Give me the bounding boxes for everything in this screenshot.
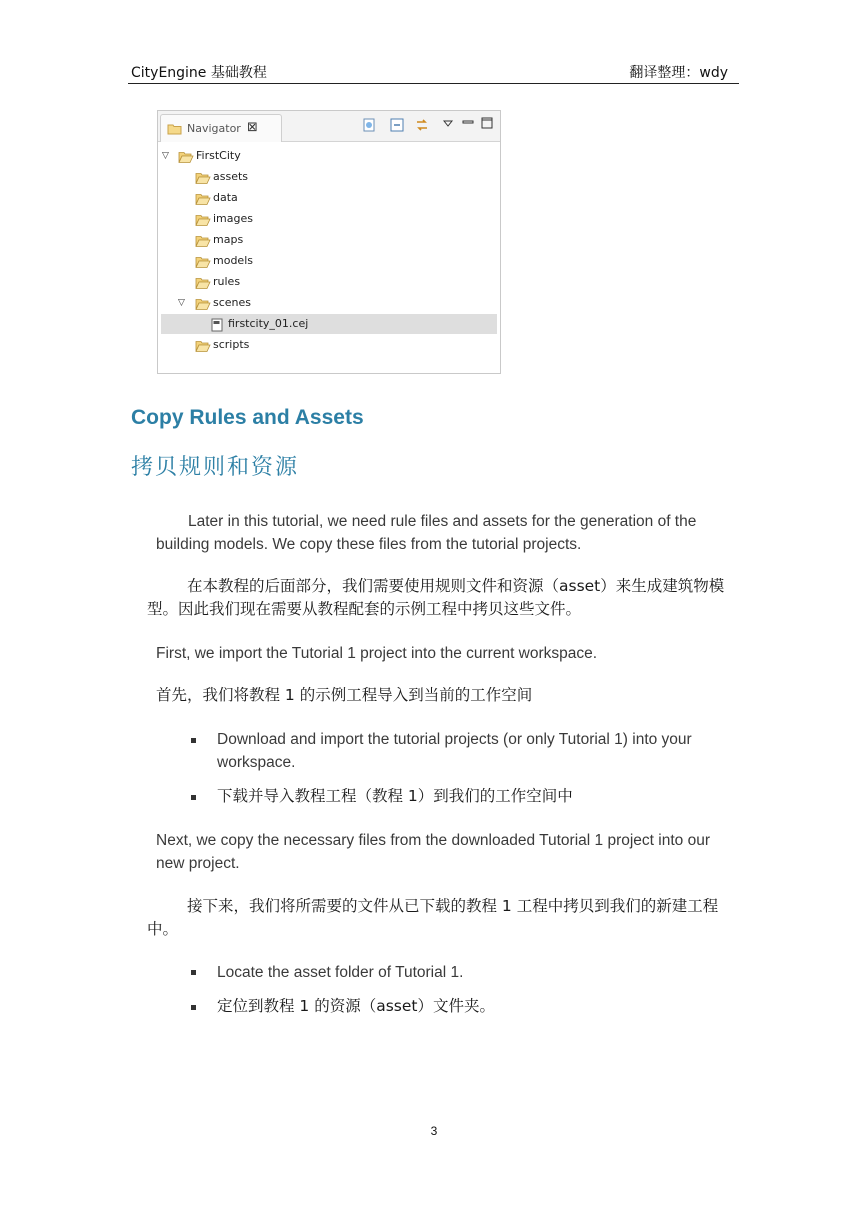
close-icon[interactable]: ⊠ — [247, 120, 258, 135]
collapse-all-icon[interactable] — [390, 118, 404, 132]
open-folder-icon — [195, 339, 211, 351]
section-title-cn: 拷贝规则和资源 — [131, 455, 300, 480]
header-divider — [128, 83, 739, 84]
bullet-marker — [191, 970, 196, 975]
open-folder-icon — [195, 192, 211, 204]
bullet-2-en: Locate the asset folder of Tutorial 1. — [217, 964, 464, 981]
link-editor-icon[interactable] — [415, 118, 429, 132]
paragraph-1-en: Later in this tutorial, we need rule files and assets for the generation of the building models. We copy these files from the tutorial projects. — [156, 513, 697, 553]
paragraph-2-en: First, we import the Tutorial 1 project into the current workspace. — [156, 645, 598, 662]
tree-item-label: data — [213, 191, 238, 204]
page-number: 3 — [430, 1124, 438, 1138]
paragraph-3-en: Next, we copy the necessary files from the downloaded Tutorial 1 project into our new project. — [156, 832, 710, 872]
tree-item-root[interactable] — [158, 146, 498, 166]
tree-item-folder[interactable] — [158, 230, 498, 250]
open-folder-icon — [195, 213, 211, 225]
tab-navigator[interactable] — [160, 114, 282, 142]
open-folder-icon — [195, 276, 211, 288]
tree-item-folder[interactable] — [158, 272, 498, 292]
navigator-tabbar — [158, 111, 500, 142]
tree-item-folder[interactable] — [158, 188, 498, 208]
header-title: CityEngine 基础教程 — [131, 65, 267, 81]
tree-item-label: maps — [213, 233, 244, 246]
tree-item-folder[interactable] — [158, 209, 498, 229]
expand-toggle-icon[interactable]: ▽ — [178, 298, 185, 308]
maximize-icon[interactable] — [480, 116, 494, 130]
tree-item-folder[interactable] — [158, 167, 498, 187]
navigator-panel — [157, 110, 501, 374]
view-menu-icon[interactable] — [441, 117, 455, 131]
tree-item-label: assets — [213, 170, 249, 183]
tree-item-label: scenes — [213, 296, 252, 309]
open-folder-icon — [178, 150, 194, 162]
open-folder-icon — [195, 234, 211, 246]
minimize-icon[interactable] — [461, 116, 475, 130]
tree-item-label: scripts — [213, 338, 250, 351]
scene-file-icon — [210, 318, 226, 330]
tree-item-folder[interactable] — [158, 251, 498, 271]
open-folder-icon — [195, 171, 211, 183]
new-file-icon[interactable] — [362, 118, 376, 132]
tree-item-label: models — [213, 254, 253, 267]
bullet-1-cn: 下载并导入教程工程（教程 1）到我们的工作空间中 — [217, 787, 573, 805]
bullet-1-en: Download and import the tutorial projects (or only Tutorial 1) into your workspace. — [217, 731, 692, 771]
tree-item-file[interactable] — [161, 314, 497, 334]
open-folder-icon — [195, 297, 211, 309]
tree-item-label: firstcity_01.cej — [228, 317, 309, 330]
folder-icon — [167, 123, 183, 135]
expand-toggle-icon[interactable]: ▽ — [162, 151, 169, 161]
section-title-en: Copy Rules and Assets — [131, 406, 364, 429]
header-translator: 翻译整理：wdy — [629, 65, 728, 81]
open-folder-icon — [195, 255, 211, 267]
tree-item-label: FirstCity — [196, 149, 241, 162]
tree-item-label: images — [213, 212, 253, 225]
tree-item-folder[interactable] — [158, 335, 498, 355]
tree-item-label: rules — [213, 275, 241, 288]
bullet-2-cn: 定位到教程 1 的资源（asset）文件夹。 — [217, 997, 495, 1015]
tab-label: Navigator — [187, 122, 241, 135]
paragraph-1-cn: 在本教程的后面部分，我们需要使用规则文件和资源（asset）来生成建筑物模型。因此我们现在需要从教程配套的示例工程中拷贝这些文件。 — [147, 577, 725, 618]
paragraph-3-cn: 接下来，我们将所需要的文件从已下载的教程 1 工程中拷贝到我们的新建工程中。 — [147, 897, 719, 938]
bullet-marker — [191, 795, 196, 800]
tree-item-folder[interactable] — [158, 293, 498, 313]
bullet-marker — [191, 738, 196, 743]
paragraph-2-cn: 首先，我们将教程 1 的示例工程导入到当前的工作空间 — [156, 686, 533, 704]
bullet-marker — [191, 1005, 196, 1010]
